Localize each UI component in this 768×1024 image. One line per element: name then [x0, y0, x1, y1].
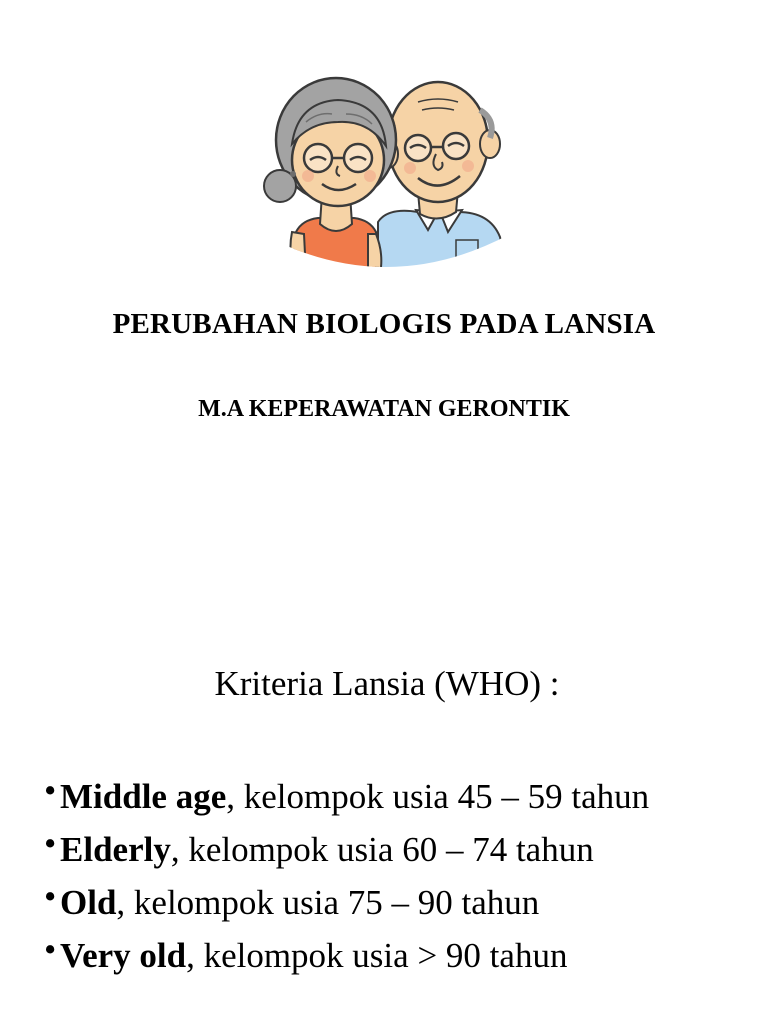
criteria-term: Middle age	[60, 777, 227, 816]
bullet-icon: •	[44, 930, 57, 969]
list-item	[44, 929, 649, 982]
woman-head	[264, 78, 396, 206]
bullet-icon: •	[44, 771, 57, 810]
list-item	[44, 876, 649, 929]
slide-subtitle: M.A KEPERAWATAN GERONTIK	[198, 396, 570, 422]
bullet-icon: •	[44, 824, 57, 863]
bullet-icon: •	[44, 877, 57, 916]
criteria-description: , kelompok usia 60 – 74 tahun	[170, 830, 594, 869]
criteria-term: Elderly	[60, 830, 171, 869]
criteria-heading: Kriteria Lansia (WHO) :	[214, 664, 560, 703]
criteria-term: Old	[60, 883, 117, 922]
list-item	[44, 823, 649, 876]
list-item	[44, 770, 649, 823]
slide-title: PERUBAHAN BIOLOGIS PADA LANSIA	[112, 308, 656, 340]
elderly-couple-illustration	[258, 62, 514, 274]
criteria-description: , kelompok usia 45 – 59 tahun	[226, 777, 650, 816]
criteria-term: Very old	[60, 936, 187, 975]
criteria-description: , kelompok usia > 90 tahun	[186, 936, 568, 975]
criteria-list	[44, 770, 649, 982]
criteria-description: , kelompok usia 75 – 90 tahun	[116, 883, 540, 922]
